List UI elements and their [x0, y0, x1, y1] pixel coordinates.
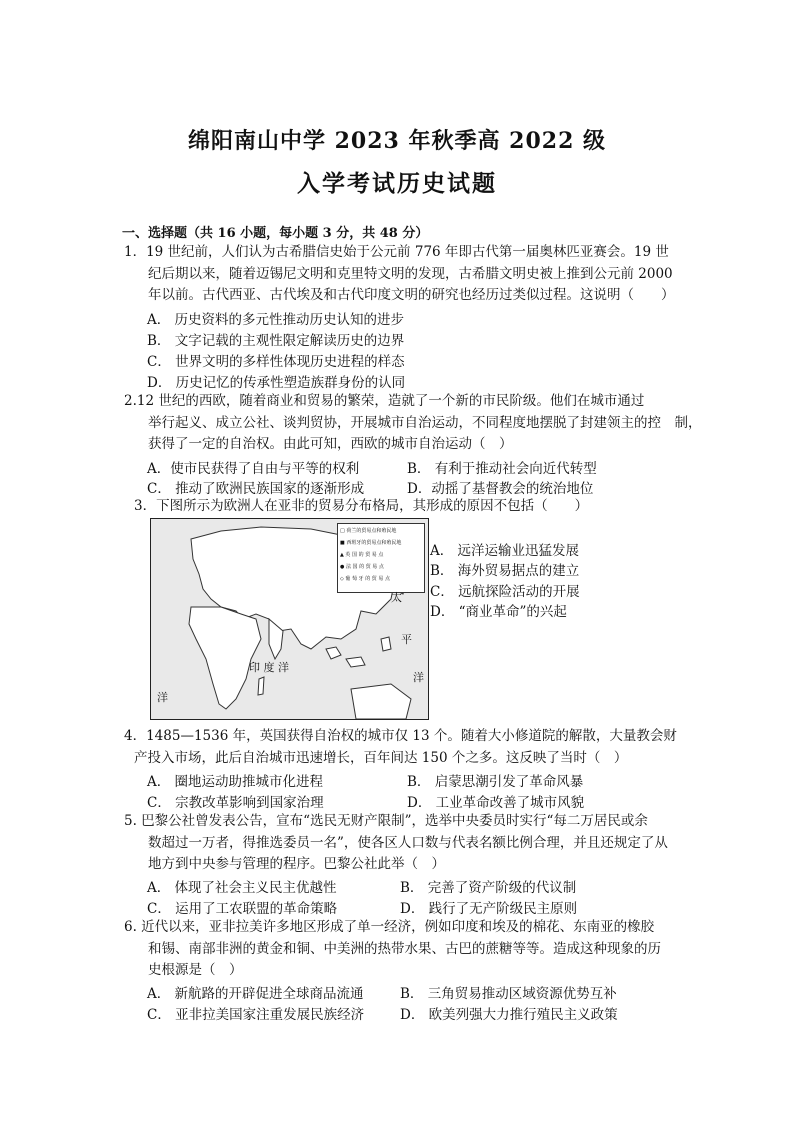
q4-option-d: D． 工业革命改善了城市风貌 [407, 795, 585, 811]
question-1 [124, 242, 684, 307]
question-3 [134, 496, 694, 518]
question-5-line-2: 数超过一万者，得推选委员一名”，使各区人口数与代表名额比例合理，并且还规定了从 [148, 834, 668, 851]
question-4-line-2: 产投入市场，此后自治城市迅速增长，百年间达 150 个之多。这反映了当时（ ） [134, 749, 628, 766]
question-6-line-1: 6. 近代以来，亚非拉美许多地区形成了单一经济，例如印度和埃及的棉花、东南亚的橡胶 [124, 919, 655, 935]
q3-option-c: C． 远航探险活动的开展 [430, 584, 580, 600]
q4-option-c: C． 宗教改革影响到国家治理 [147, 795, 324, 811]
question-4 [124, 726, 684, 769]
question-6 [124, 917, 684, 982]
q2-option-d: D．动摇了基督教会的统治地位 [407, 481, 594, 497]
q1-option-c: C． 世界文明的多样性体现历史进程的样态 [147, 354, 405, 370]
trade-distribution-map [150, 518, 429, 720]
question-2-line-2: 举行起义、成立公社、谈判贸协，开展城市自治运动，不同程度地摆脱了封建领主的控 制， [148, 414, 702, 431]
q3-option-d: D． “商业革命”的兴起 [430, 604, 567, 620]
q1-option-a: A． 历史资料的多元性推动历史认知的进步 [147, 312, 405, 328]
question-2-line-3: 获得了一定的自治权。由此可知，西欧的城市自治运动（ ） [148, 436, 513, 452]
q2-option-b: B． 有利于推动社会向近代转型 [407, 461, 597, 477]
q5-option-c: C． 运用了工农联盟的革命策略 [147, 901, 338, 917]
map-label-yang-right: 洋 [413, 671, 424, 684]
question-6-line-2: 和锡、南部非洲的黄金和铜、中美洲的热带水果、古巴的蔗糖等等。造成这种现象的历 [148, 940, 661, 957]
legend-item-spanish: ■ 西班牙的贸易点和殖民地 [340, 540, 402, 546]
legend-item-portuguese: ◇ 葡 萄 牙 的 贸 易 点 [340, 576, 390, 582]
question-4-line-1: 4．1485—1536 年，英国获得自治权的城市仅 13 个。随着大小修道院的解散，大量教会财 [124, 728, 677, 744]
q6-option-b: B． 三角贸易推动区域资源优势互补 [400, 986, 617, 1002]
question-5-line-1: 5. 巴黎公社曾发表公告，宣布“选民无财产限制”，选举中央委员时实行“每二万居民或余 [124, 813, 648, 829]
section-heading: 一、选择题（共 16 小题，每小题 3 分，共 48 分） [122, 226, 429, 241]
question-1-line-2: 纪后期以来，随着迈锡尼文明和克里特文明的发现，古希腊文明史被上推到公元前 2000 [148, 265, 673, 282]
question-1-line-3: 年以前。古代西亚、古代埃及和古代印度文明的研究也经历过类似过程。这说明（ ） [148, 287, 675, 303]
map-label-indian-ocean: 印 度 洋 [249, 661, 289, 674]
q5-option-d: D． 践行了无产阶级民主原则 [400, 901, 578, 917]
q5-option-b: B． 完善了资产阶级的代议制 [400, 880, 577, 896]
map-label-tai: 太 [391, 591, 402, 604]
q3-option-b: B． 海外贸易据点的建立 [430, 563, 580, 579]
q2-option-c: C． 推动了欧洲民族国家的逐渐形成 [147, 481, 365, 497]
page-title-line1: 绵阳南山中学 2023 年秋季高 2022 级 [187, 128, 607, 154]
map-legend [337, 523, 425, 593]
q6-option-d: D． 欧美列强大力推行殖民主义政策 [400, 1007, 618, 1023]
question-2-line-1: 2.12 世纪的西欧，随着商业和贸易的繁荣，造就了一个新的市民阶级。他们在城市通过 [124, 393, 645, 409]
legend-item-french: ● 法 国 的 贸 易 点 [340, 564, 384, 570]
q6-option-c: C． 亚非拉美国家注重发展民族经济 [147, 1007, 365, 1023]
q1-option-b: B． 文字记载的主观性限定解读历史的边界 [147, 333, 405, 349]
question-2 [124, 391, 702, 456]
q1-option-d: D． 历史记忆的传承性塑造族群身份的认同 [147, 375, 406, 391]
q6-option-a: A． 新航路的开辟促进全球商品流通 [147, 986, 364, 1002]
question-5 [124, 811, 684, 876]
map-label-yang-left: 洋 [157, 691, 168, 704]
q4-option-b: B． 启蒙思潮引发了革命风暴 [407, 774, 584, 790]
map-label-ping: 平 [401, 633, 412, 646]
legend-item-british: ▲ 英 国 的 贸 易 点 [340, 552, 384, 558]
q5-option-a: A． 体现了社会主义民主优越性 [147, 880, 337, 896]
question-6-line-3: 史根源是（ ） [148, 962, 243, 978]
question-5-line-3: 地方到中央参与管理的程序。巴黎公社此举（ ） [148, 856, 445, 872]
legend-item-dutch: □ 荷兰的贸易点和殖民地 [340, 528, 397, 534]
question-1-line-1: 1．19 世纪前，人们认为古希腊信史始于公元前 776 年即古代第一届奥林匹亚赛会。19 世 [124, 244, 669, 260]
q4-option-a: A． 圈地运动助推城市化进程 [147, 774, 324, 790]
page-title-line2: 入学考试历史试题 [297, 170, 497, 197]
q2-option-a: A．使市民获得了自由与平等的权利 [147, 461, 360, 477]
q3-option-a: A． 远洋运输业迅猛发展 [430, 543, 580, 559]
question-3-line-1: 3．下图所示为欧洲人在亚非的贸易分布格局，其形成的原因不包括（ ） [134, 498, 589, 514]
